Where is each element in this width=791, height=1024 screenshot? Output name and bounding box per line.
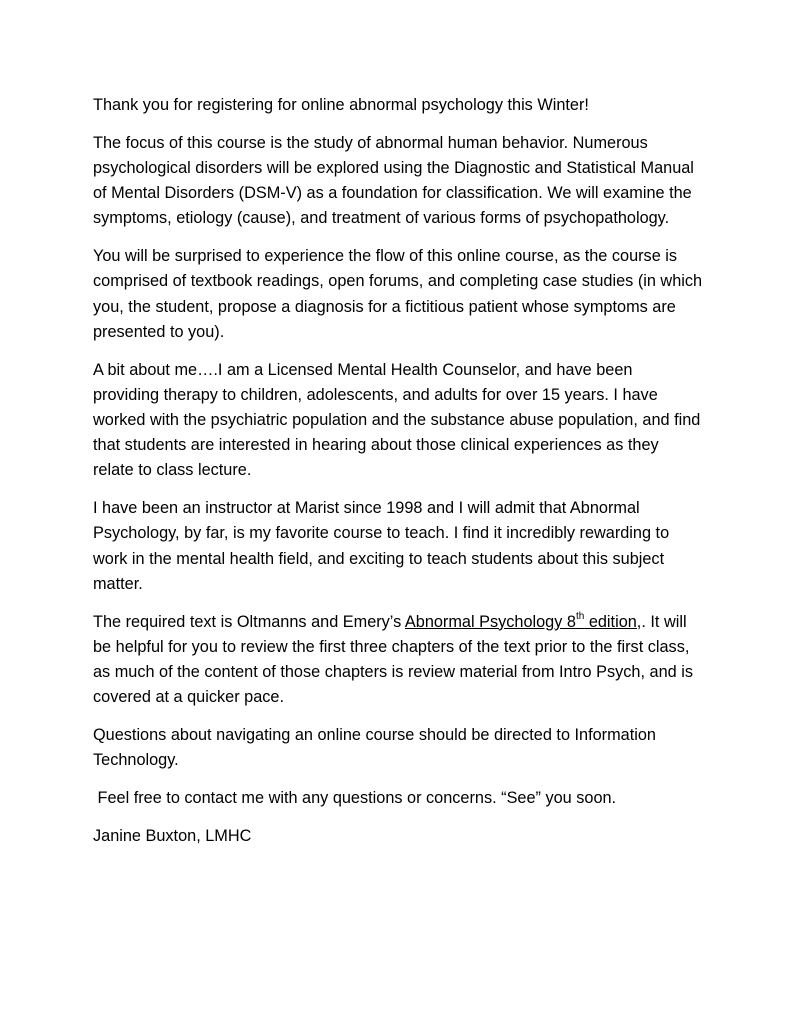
closing-paragraph: Feel free to contact me with any questions or concerns. “See” you soon.: [93, 789, 617, 808]
signature: Janine Buxton, LMHC: [93, 826, 252, 845]
required-text-lead: The required text is Oltmanns and Emery’s: [93, 612, 405, 631]
welcome-letter: [93, 93, 703, 862]
edition-superscript: th: [575, 611, 585, 623]
course-focus-paragraph: The focus of this course is the study of abnormal human behavior. Numerous psychological disorders will be explored using the Diagnostic and Statistical Manual of Mental Disorders (DSM-V) as a foundation for classification. We will examine the symptoms, etiology (cause), and treatment of various forms of psychopathology.: [93, 133, 694, 228]
questions-paragraph: Questions about navigating an online course should be directed to Information Technology.: [93, 726, 656, 770]
instructor-paragraph: I have been an instructor at Marist since 1998 and I will admit that Abnormal Psychology, by far, is my favorite course to teach. I find it incredibly rewarding to work in the mental health field, and exciting to teach students about this subject matter.: [93, 499, 670, 593]
book-title: [405, 613, 641, 631]
about-me-paragraph: A bit about me….I am a Licensed Mental Health Counselor, and have been providing therapy to children, adolescents, and adults for over 15 years. I have worked with the psychiatric population and the substance abuse population, and find that students are interested in hearing about those clinical experiences as they relate to class lecture.: [93, 360, 701, 480]
required-text-paragraph: [93, 610, 703, 711]
course-flow-paragraph: You will be surprised to experience the flow of this online course, as the course is comprised of textbook readings, open forums, and completing case studies (in which you, the student, propose a diagnosis for a fictitious patient whose symptoms are presented to you).: [93, 247, 703, 341]
book-title-text: Abnormal Psychology 8: [404, 612, 576, 631]
greeting-paragraph: Thank you for registering for online abnormal psychology this Winter!: [93, 96, 589, 114]
edition-word: edition,: [584, 612, 642, 631]
required-text-rest: . It will be helpful for you to review the first three chapters of the text prior to the first class, as much of the content of those chapters is review material from Intro Psych, and is covered at a quicker pace.: [93, 612, 693, 707]
